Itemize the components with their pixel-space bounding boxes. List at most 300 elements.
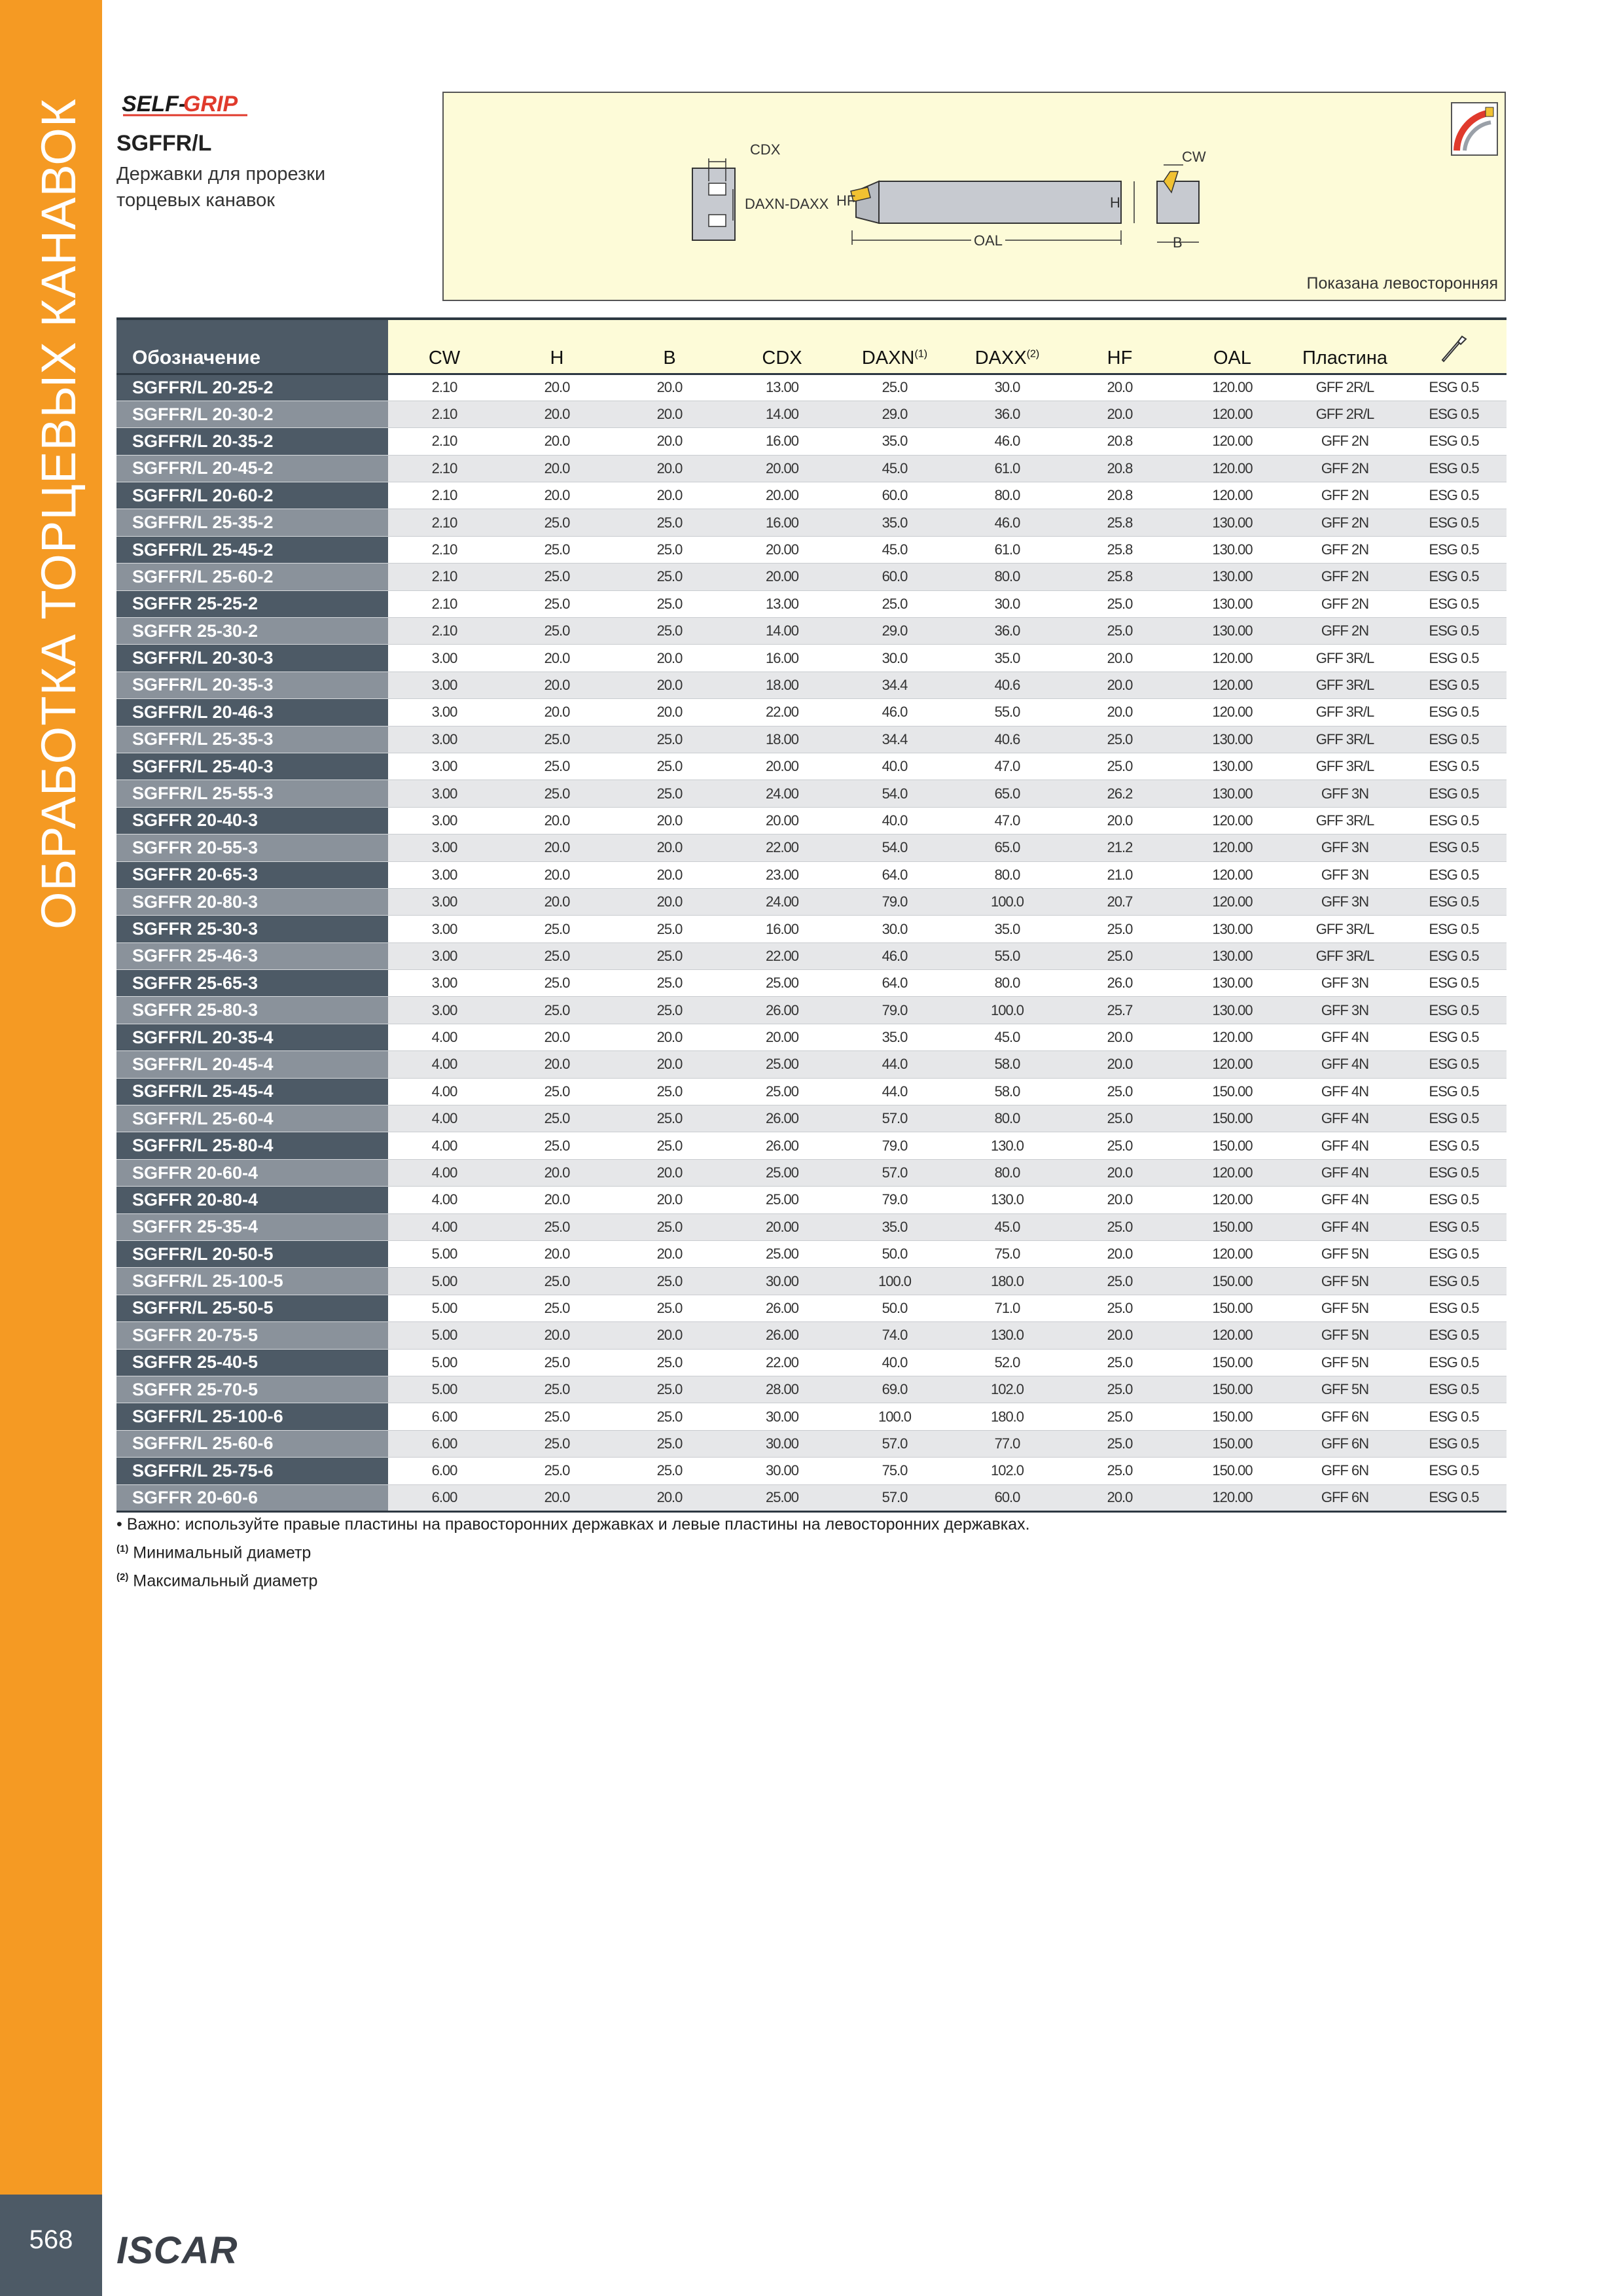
cell-h: 20.0 bbox=[501, 699, 613, 726]
table-row bbox=[116, 1484, 1507, 1511]
cell-designation: SGFFR 25-80-3 bbox=[116, 997, 388, 1024]
cell-cw: 4.00 bbox=[388, 1187, 501, 1213]
cell-cdx: 23.00 bbox=[726, 861, 838, 888]
cell-insert: GFF 4N bbox=[1289, 1051, 1401, 1078]
cell-key: ESG 0.5 bbox=[1401, 834, 1507, 861]
cell-key: ESG 0.5 bbox=[1401, 590, 1507, 617]
cell-key: ESG 0.5 bbox=[1401, 888, 1507, 915]
cell-designation: SGFFR/L 25-75-6 bbox=[116, 1458, 388, 1484]
cell-daxx: 80.0 bbox=[951, 970, 1063, 997]
cell-daxn: 34.4 bbox=[838, 672, 951, 698]
cell-cdx: 25.00 bbox=[726, 970, 838, 997]
cell-insert: GFF 2N bbox=[1289, 618, 1401, 645]
cell-cw: 4.00 bbox=[388, 1132, 501, 1159]
cell-designation: SGFFR/L 20-35-2 bbox=[116, 428, 388, 455]
cell-daxx: 61.0 bbox=[951, 536, 1063, 563]
cell-designation: SGFFR 25-46-3 bbox=[116, 942, 388, 969]
cell-designation: SGFFR/L 25-60-2 bbox=[116, 564, 388, 590]
cell-hf: 25.0 bbox=[1063, 916, 1176, 942]
cell-oal: 120.00 bbox=[1176, 455, 1289, 482]
col-designation: Обозначение bbox=[116, 319, 388, 374]
cell-insert: GFF 3R/L bbox=[1289, 942, 1401, 969]
cell-cw: 3.00 bbox=[388, 780, 501, 807]
cell-cw: 2.10 bbox=[388, 509, 501, 536]
cell-daxn: 25.0 bbox=[838, 590, 951, 617]
cell-b: 25.0 bbox=[613, 590, 726, 617]
cell-insert: GFF 4N bbox=[1289, 1105, 1401, 1132]
cell-key: ESG 0.5 bbox=[1401, 997, 1507, 1024]
cell-cw: 2.10 bbox=[388, 482, 501, 509]
cell-oal: 130.00 bbox=[1176, 726, 1289, 753]
cell-h: 20.0 bbox=[501, 645, 613, 672]
cell-h: 20.0 bbox=[501, 1241, 613, 1268]
cell-cdx: 14.00 bbox=[726, 618, 838, 645]
cell-key: ESG 0.5 bbox=[1401, 699, 1507, 726]
cell-key: ESG 0.5 bbox=[1401, 1268, 1507, 1295]
cell-cdx: 25.00 bbox=[726, 1078, 838, 1105]
cell-daxx: 180.0 bbox=[951, 1403, 1063, 1430]
cell-b: 20.0 bbox=[613, 807, 726, 834]
cell-cw: 3.00 bbox=[388, 861, 501, 888]
cell-b: 25.0 bbox=[613, 1132, 726, 1159]
table-row bbox=[116, 780, 1507, 807]
table-row bbox=[116, 618, 1507, 645]
cell-cw: 6.00 bbox=[388, 1484, 501, 1511]
cell-key: ESG 0.5 bbox=[1401, 726, 1507, 753]
cell-b: 25.0 bbox=[613, 916, 726, 942]
cell-cdx: 25.00 bbox=[726, 1187, 838, 1213]
cell-designation: SGFFR 20-75-5 bbox=[116, 1322, 388, 1349]
daxn-daxx-label: DAXN-DAXX bbox=[745, 196, 829, 212]
cell-designation: SGFFR/L 20-30-2 bbox=[116, 401, 388, 427]
brand-logo: ISCAR bbox=[116, 2229, 238, 2272]
cell-key: ESG 0.5 bbox=[1401, 509, 1507, 536]
cell-oal: 120.00 bbox=[1176, 861, 1289, 888]
cell-daxx: 36.0 bbox=[951, 618, 1063, 645]
cell-b: 25.0 bbox=[613, 780, 726, 807]
cell-b: 25.0 bbox=[613, 1430, 726, 1457]
table-row bbox=[116, 1051, 1507, 1078]
table-row bbox=[116, 1295, 1507, 1321]
cell-insert: GFF 3N bbox=[1289, 834, 1401, 861]
cell-daxn: 45.0 bbox=[838, 455, 951, 482]
cell-insert: GFF 2N bbox=[1289, 536, 1401, 563]
cell-hf: 21.0 bbox=[1063, 861, 1176, 888]
table-row bbox=[116, 1430, 1507, 1457]
cell-hf: 25.0 bbox=[1063, 1105, 1176, 1132]
cell-designation: SGFFR/L 25-35-2 bbox=[116, 509, 388, 536]
b-label: B bbox=[1173, 234, 1183, 251]
cell-cw: 3.00 bbox=[388, 970, 501, 997]
cell-h: 20.0 bbox=[501, 1187, 613, 1213]
cell-designation: SGFFR 25-25-2 bbox=[116, 590, 388, 617]
table-row bbox=[116, 1268, 1507, 1295]
cell-hf: 25.8 bbox=[1063, 564, 1176, 590]
cell-hf: 25.0 bbox=[1063, 1295, 1176, 1321]
cell-h: 25.0 bbox=[501, 509, 613, 536]
cell-hf: 20.0 bbox=[1063, 1241, 1176, 1268]
cell-oal: 130.00 bbox=[1176, 780, 1289, 807]
cell-daxx: 100.0 bbox=[951, 997, 1063, 1024]
cell-key: ESG 0.5 bbox=[1401, 1078, 1507, 1105]
cell-b: 25.0 bbox=[613, 1105, 726, 1132]
cell-h: 20.0 bbox=[501, 374, 613, 401]
cell-h: 25.0 bbox=[501, 997, 613, 1024]
cell-h: 25.0 bbox=[501, 1403, 613, 1430]
cell-cw: 2.10 bbox=[388, 536, 501, 563]
cell-key: ESG 0.5 bbox=[1401, 1295, 1507, 1321]
cell-daxx: 46.0 bbox=[951, 509, 1063, 536]
cell-cw: 5.00 bbox=[388, 1349, 501, 1376]
table-row bbox=[116, 1241, 1507, 1268]
cell-insert: GFF 3R/L bbox=[1289, 726, 1401, 753]
col-cw: CW bbox=[388, 319, 501, 374]
cell-key: ESG 0.5 bbox=[1401, 942, 1507, 969]
cell-oal: 130.00 bbox=[1176, 564, 1289, 590]
cell-hf: 20.7 bbox=[1063, 888, 1176, 915]
cell-daxn: 57.0 bbox=[838, 1484, 951, 1511]
cell-b: 25.0 bbox=[613, 753, 726, 780]
table-row bbox=[116, 1376, 1507, 1403]
cell-daxn: 29.0 bbox=[838, 618, 951, 645]
cell-hf: 25.0 bbox=[1063, 590, 1176, 617]
cell-b: 20.0 bbox=[613, 834, 726, 861]
cell-designation: SGFFR/L 20-45-4 bbox=[116, 1051, 388, 1078]
cell-daxx: 102.0 bbox=[951, 1458, 1063, 1484]
cell-key: ESG 0.5 bbox=[1401, 753, 1507, 780]
cell-cdx: 20.00 bbox=[726, 1024, 838, 1050]
cell-cw: 4.00 bbox=[388, 1159, 501, 1186]
h-label: H bbox=[1110, 194, 1120, 211]
cell-insert: GFF 3N bbox=[1289, 780, 1401, 807]
cell-key: ESG 0.5 bbox=[1401, 1430, 1507, 1457]
cell-designation: SGFFR 20-40-3 bbox=[116, 807, 388, 834]
left-hand-note: Показана левосторонняя bbox=[1306, 274, 1498, 293]
cell-insert: GFF 3N bbox=[1289, 970, 1401, 997]
cell-key: ESG 0.5 bbox=[1401, 1132, 1507, 1159]
cell-designation: SGFFR/L 25-40-3 bbox=[116, 753, 388, 780]
cell-cw: 2.10 bbox=[388, 590, 501, 617]
cell-cw: 6.00 bbox=[388, 1430, 501, 1457]
cell-daxx: 130.0 bbox=[951, 1132, 1063, 1159]
cell-insert: GFF 3R/L bbox=[1289, 753, 1401, 780]
cell-b: 25.0 bbox=[613, 536, 726, 563]
cell-h: 25.0 bbox=[501, 590, 613, 617]
face-grooving-icon bbox=[1452, 103, 1497, 155]
cell-oal: 130.00 bbox=[1176, 997, 1289, 1024]
cell-oal: 150.00 bbox=[1176, 1430, 1289, 1457]
cell-designation: SGFFR/L 20-35-3 bbox=[116, 672, 388, 698]
cell-hf: 26.2 bbox=[1063, 780, 1176, 807]
cell-h: 25.0 bbox=[501, 753, 613, 780]
cell-b: 20.0 bbox=[613, 428, 726, 455]
cell-h: 20.0 bbox=[501, 482, 613, 509]
cell-hf: 25.0 bbox=[1063, 1132, 1176, 1159]
cell-daxx: 65.0 bbox=[951, 780, 1063, 807]
cell-cdx: 28.00 bbox=[726, 1376, 838, 1403]
cell-cdx: 16.00 bbox=[726, 509, 838, 536]
cell-cdx: 14.00 bbox=[726, 401, 838, 427]
cell-key: ESG 0.5 bbox=[1401, 374, 1507, 401]
cell-cdx: 30.00 bbox=[726, 1458, 838, 1484]
cell-b: 25.0 bbox=[613, 509, 726, 536]
cell-cw: 4.00 bbox=[388, 1213, 501, 1240]
cell-h: 20.0 bbox=[501, 807, 613, 834]
cell-key: ESG 0.5 bbox=[1401, 401, 1507, 427]
cell-h: 25.0 bbox=[501, 1268, 613, 1295]
cell-key: ESG 0.5 bbox=[1401, 1322, 1507, 1349]
cell-cdx: 22.00 bbox=[726, 699, 838, 726]
cell-insert: GFF 3R/L bbox=[1289, 807, 1401, 834]
cell-daxn: 40.0 bbox=[838, 807, 951, 834]
col-daxx: DAXX$^{(2)}$ bbox=[951, 319, 1063, 374]
svg-text:SELF-: SELF- bbox=[122, 92, 187, 117]
cell-insert: GFF 3N bbox=[1289, 888, 1401, 915]
footnotes bbox=[116, 1512, 1030, 1594]
table-row bbox=[116, 1024, 1507, 1050]
cell-daxx: 61.0 bbox=[951, 455, 1063, 482]
cell-hf: 25.7 bbox=[1063, 997, 1176, 1024]
cell-insert: GFF 2N bbox=[1289, 590, 1401, 617]
cell-designation: SGFFR/L 20-60-2 bbox=[116, 482, 388, 509]
cell-h: 20.0 bbox=[501, 834, 613, 861]
cell-hf: 25.0 bbox=[1063, 1458, 1176, 1484]
cell-designation: SGFFR/L 20-35-4 bbox=[116, 1024, 388, 1050]
table-header-row bbox=[116, 319, 1507, 374]
cell-h: 20.0 bbox=[501, 428, 613, 455]
cell-h: 20.0 bbox=[501, 1159, 613, 1186]
cell-cw: 2.10 bbox=[388, 455, 501, 482]
cell-daxn: 35.0 bbox=[838, 509, 951, 536]
cell-h: 25.0 bbox=[501, 942, 613, 969]
cell-daxx: 80.0 bbox=[951, 861, 1063, 888]
cell-daxn: 40.0 bbox=[838, 753, 951, 780]
cell-cw: 2.10 bbox=[388, 618, 501, 645]
cell-cdx: 22.00 bbox=[726, 1349, 838, 1376]
cell-oal: 130.00 bbox=[1176, 536, 1289, 563]
cell-designation: SGFFR/L 25-80-4 bbox=[116, 1132, 388, 1159]
cell-oal: 120.00 bbox=[1176, 1241, 1289, 1268]
cell-oal: 120.00 bbox=[1176, 888, 1289, 915]
cell-insert: GFF 4N bbox=[1289, 1024, 1401, 1050]
cell-insert: GFF 6N bbox=[1289, 1458, 1401, 1484]
cell-cdx: 18.00 bbox=[726, 726, 838, 753]
col-h: H bbox=[501, 319, 613, 374]
cell-b: 25.0 bbox=[613, 618, 726, 645]
cell-key: ESG 0.5 bbox=[1401, 455, 1507, 482]
cell-oal: 150.00 bbox=[1176, 1295, 1289, 1321]
cell-cdx: 24.00 bbox=[726, 888, 838, 915]
cell-oal: 120.00 bbox=[1176, 645, 1289, 672]
cell-oal: 120.00 bbox=[1176, 834, 1289, 861]
cell-hf: 20.0 bbox=[1063, 1322, 1176, 1349]
cell-hf: 20.0 bbox=[1063, 1051, 1176, 1078]
cell-designation: SGFFR/L 20-30-3 bbox=[116, 645, 388, 672]
col-key bbox=[1401, 319, 1507, 374]
cell-designation: SGFFR/L 25-60-6 bbox=[116, 1430, 388, 1457]
cell-b: 25.0 bbox=[613, 942, 726, 969]
cell-cdx: 25.00 bbox=[726, 1241, 838, 1268]
cell-h: 20.0 bbox=[501, 1051, 613, 1078]
specs-table bbox=[116, 317, 1507, 1513]
cell-key: ESG 0.5 bbox=[1401, 861, 1507, 888]
cell-insert: GFF 2N bbox=[1289, 455, 1401, 482]
cell-h: 20.0 bbox=[501, 1024, 613, 1050]
cell-daxn: 60.0 bbox=[838, 482, 951, 509]
cell-cw: 4.00 bbox=[388, 1105, 501, 1132]
cell-designation: SGFFR/L 20-45-2 bbox=[116, 455, 388, 482]
cell-daxn: 30.0 bbox=[838, 916, 951, 942]
cell-oal: 120.00 bbox=[1176, 699, 1289, 726]
cell-b: 25.0 bbox=[613, 1458, 726, 1484]
cell-h: 25.0 bbox=[501, 1458, 613, 1484]
cell-b: 20.0 bbox=[613, 1322, 726, 1349]
cell-b: 20.0 bbox=[613, 482, 726, 509]
table-row bbox=[116, 942, 1507, 969]
page-number: 568 bbox=[29, 2225, 73, 2254]
cell-insert: GFF 3R/L bbox=[1289, 916, 1401, 942]
cell-key: ESG 0.5 bbox=[1401, 645, 1507, 672]
cell-daxn: 50.0 bbox=[838, 1295, 951, 1321]
cell-key: ESG 0.5 bbox=[1401, 807, 1507, 834]
cell-insert: GFF 3N bbox=[1289, 997, 1401, 1024]
table-row bbox=[116, 970, 1507, 997]
cell-daxx: 55.0 bbox=[951, 942, 1063, 969]
cell-daxx: 80.0 bbox=[951, 1159, 1063, 1186]
cell-h: 25.0 bbox=[501, 970, 613, 997]
cell-daxx: 52.0 bbox=[951, 1349, 1063, 1376]
cell-cdx: 16.00 bbox=[726, 645, 838, 672]
cell-cdx: 20.00 bbox=[726, 753, 838, 780]
cell-h: 20.0 bbox=[501, 1322, 613, 1349]
cell-oal: 150.00 bbox=[1176, 1403, 1289, 1430]
cell-cw: 3.00 bbox=[388, 726, 501, 753]
cell-key: ESG 0.5 bbox=[1401, 1024, 1507, 1050]
cell-daxx: 80.0 bbox=[951, 564, 1063, 590]
cell-daxn: 45.0 bbox=[838, 536, 951, 563]
cell-daxn: 34.4 bbox=[838, 726, 951, 753]
cell-b: 20.0 bbox=[613, 1241, 726, 1268]
table-row bbox=[116, 997, 1507, 1024]
table-row bbox=[116, 1159, 1507, 1186]
cell-oal: 120.00 bbox=[1176, 1187, 1289, 1213]
cell-b: 20.0 bbox=[613, 1187, 726, 1213]
cell-hf: 25.0 bbox=[1063, 1376, 1176, 1403]
cell-oal: 120.00 bbox=[1176, 1484, 1289, 1511]
cell-hf: 25.0 bbox=[1063, 1213, 1176, 1240]
cell-cw: 3.00 bbox=[388, 834, 501, 861]
cell-h: 20.0 bbox=[501, 1484, 613, 1511]
cell-key: ESG 0.5 bbox=[1401, 1376, 1507, 1403]
cell-oal: 150.00 bbox=[1176, 1376, 1289, 1403]
cell-b: 25.0 bbox=[613, 1078, 726, 1105]
cell-daxx: 40.6 bbox=[951, 672, 1063, 698]
cell-insert: GFF 4N bbox=[1289, 1213, 1401, 1240]
cell-oal: 120.00 bbox=[1176, 1051, 1289, 1078]
cell-daxn: 79.0 bbox=[838, 1187, 951, 1213]
cell-designation: SGFFR 20-55-3 bbox=[116, 834, 388, 861]
col-cdx: CDX bbox=[726, 319, 838, 374]
cell-oal: 150.00 bbox=[1176, 1105, 1289, 1132]
cell-h: 25.0 bbox=[501, 618, 613, 645]
cell-b: 20.0 bbox=[613, 699, 726, 726]
cell-daxn: 74.0 bbox=[838, 1322, 951, 1349]
cell-daxn: 57.0 bbox=[838, 1430, 951, 1457]
cell-h: 25.0 bbox=[501, 536, 613, 563]
table-row bbox=[116, 888, 1507, 915]
cell-cw: 2.10 bbox=[388, 374, 501, 401]
cw-label: CW bbox=[1182, 149, 1206, 165]
cell-cw: 5.00 bbox=[388, 1295, 501, 1321]
cell-h: 25.0 bbox=[501, 1430, 613, 1457]
cell-designation: SGFFR 20-60-6 bbox=[116, 1484, 388, 1511]
table-row bbox=[116, 455, 1507, 482]
cell-h: 25.0 bbox=[501, 1105, 613, 1132]
cell-hf: 25.8 bbox=[1063, 509, 1176, 536]
cell-oal: 130.00 bbox=[1176, 618, 1289, 645]
cell-daxn: 44.0 bbox=[838, 1051, 951, 1078]
cell-hf: 25.0 bbox=[1063, 753, 1176, 780]
cell-h: 25.0 bbox=[501, 726, 613, 753]
cell-cdx: 22.00 bbox=[726, 942, 838, 969]
cell-oal: 120.00 bbox=[1176, 1322, 1289, 1349]
cell-insert: GFF 4N bbox=[1289, 1159, 1401, 1186]
cell-key: ESG 0.5 bbox=[1401, 1187, 1507, 1213]
table-row bbox=[116, 1105, 1507, 1132]
cell-daxx: 80.0 bbox=[951, 482, 1063, 509]
cell-oal: 120.00 bbox=[1176, 401, 1289, 427]
cell-hf: 20.0 bbox=[1063, 1484, 1176, 1511]
cell-daxn: 54.0 bbox=[838, 834, 951, 861]
col-b: B bbox=[613, 319, 726, 374]
cell-daxx: 30.0 bbox=[951, 374, 1063, 401]
cell-designation: SGFFR 20-60-4 bbox=[116, 1159, 388, 1186]
cell-hf: 20.0 bbox=[1063, 1159, 1176, 1186]
cell-key: ESG 0.5 bbox=[1401, 1213, 1507, 1240]
table-row bbox=[116, 753, 1507, 780]
cell-cdx: 30.00 bbox=[726, 1268, 838, 1295]
footnote-1: $^{(1)}$ Минимальный диаметр bbox=[116, 1543, 312, 1562]
table-row bbox=[116, 590, 1507, 617]
cell-daxx: 130.0 bbox=[951, 1322, 1063, 1349]
cell-h: 20.0 bbox=[501, 888, 613, 915]
cell-cdx: 26.00 bbox=[726, 1295, 838, 1321]
cell-oal: 130.00 bbox=[1176, 753, 1289, 780]
cell-cw: 5.00 bbox=[388, 1376, 501, 1403]
cell-oal: 130.00 bbox=[1176, 590, 1289, 617]
col-insert: Пластина bbox=[1289, 319, 1401, 374]
cell-cdx: 18.00 bbox=[726, 672, 838, 698]
cell-daxx: 77.0 bbox=[951, 1430, 1063, 1457]
cell-designation: SGFFR/L 25-35-3 bbox=[116, 726, 388, 753]
cell-cw: 3.00 bbox=[388, 753, 501, 780]
cell-key: ESG 0.5 bbox=[1401, 1403, 1507, 1430]
cell-insert: GFF 5N bbox=[1289, 1268, 1401, 1295]
cell-hf: 20.0 bbox=[1063, 374, 1176, 401]
technical-drawing bbox=[442, 92, 1506, 301]
cell-designation: SGFFR 25-70-5 bbox=[116, 1376, 388, 1403]
cell-daxx: 40.6 bbox=[951, 726, 1063, 753]
cell-daxx: 47.0 bbox=[951, 753, 1063, 780]
table-row bbox=[116, 1213, 1507, 1240]
cell-oal: 130.00 bbox=[1176, 916, 1289, 942]
cell-designation: SGFFR/L 20-25-2 bbox=[116, 374, 388, 401]
table-row bbox=[116, 916, 1507, 942]
cell-designation: SGFFR/L 25-100-6 bbox=[116, 1403, 388, 1430]
cell-oal: 120.00 bbox=[1176, 1024, 1289, 1050]
cell-cdx: 13.00 bbox=[726, 590, 838, 617]
cell-b: 25.0 bbox=[613, 1295, 726, 1321]
